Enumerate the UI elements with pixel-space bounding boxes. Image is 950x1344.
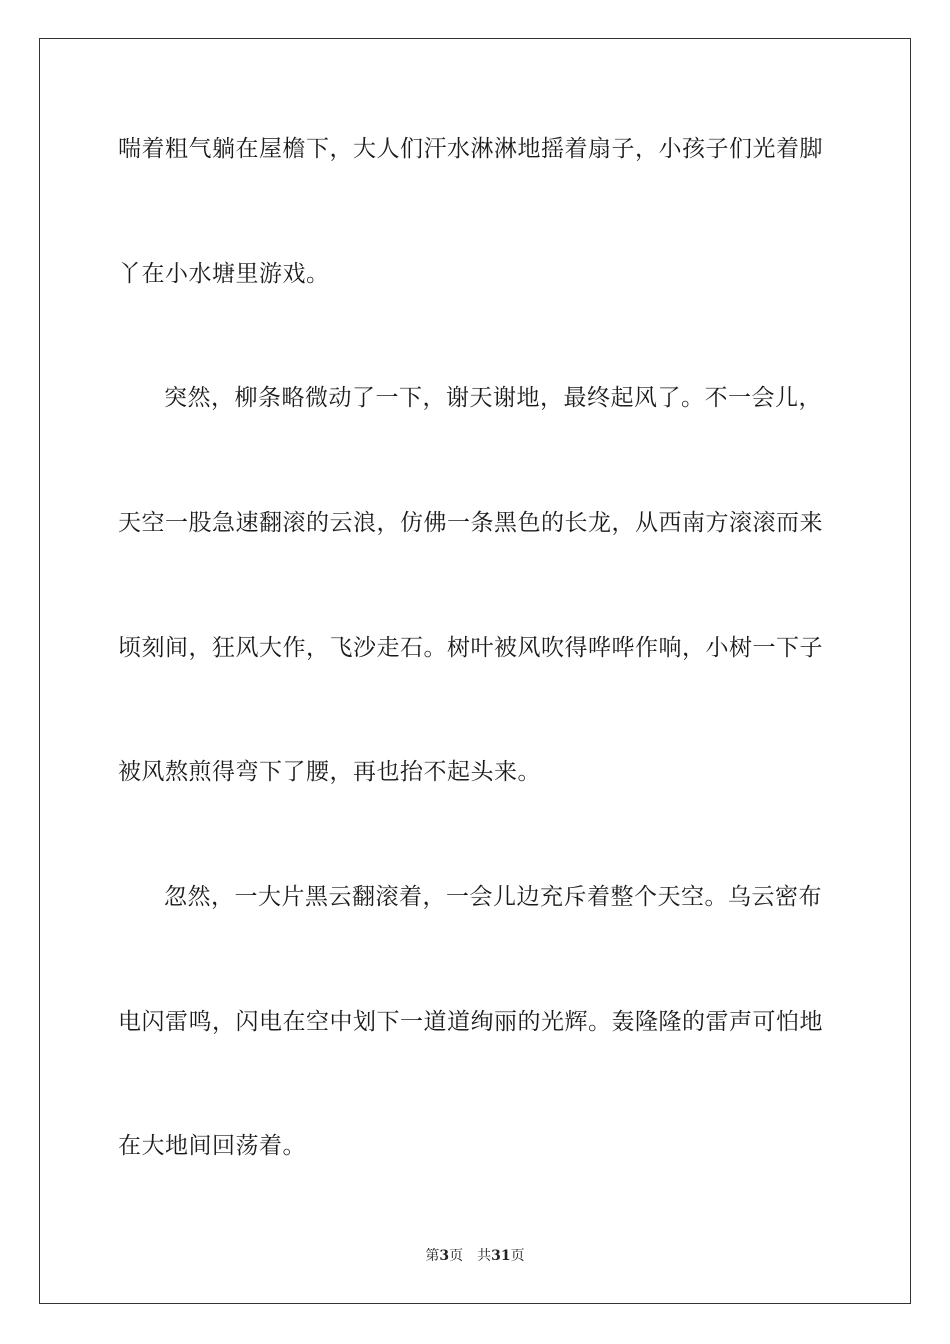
text-line-6: 被风熬煎得弯下了腰，再也抬不起头来。 bbox=[118, 759, 541, 785]
text-line-2: 丫在小水塘里游戏。 bbox=[118, 261, 330, 287]
text-line-1: 喘着粗气躺在屋檐下，大人们汗水淋淋地摇着扇子，小孩子们光着脚 bbox=[118, 136, 823, 162]
text-line-4: 天空一股急速翻滚的云浪，仿佛一条黑色的长龙，从西南方滚滚而来 bbox=[118, 510, 823, 536]
page-label-prefix: 第 bbox=[425, 1248, 440, 1264]
page-number: 3 bbox=[439, 1248, 450, 1264]
text-line-5: 顷刻间，狂风大作，飞沙走石。树叶被风吹得哗哗作响，小树一下子 bbox=[118, 635, 823, 661]
page-border bbox=[39, 38, 911, 1304]
total-pages: 31 bbox=[491, 1248, 511, 1264]
text-line-3: 突然，柳条略微动了一下，谢天谢地，最终起风了。不一会儿， bbox=[164, 385, 822, 411]
page-footer bbox=[0, 1246, 950, 1266]
page-label-suffix: 页 bbox=[449, 1248, 464, 1264]
text-line-7: 忽然，一大片黑云翻滚着，一会儿边充斥着整个天空。乌云密布 bbox=[164, 884, 822, 910]
total-label-suffix: 页 bbox=[510, 1248, 525, 1264]
total-label-prefix: 共 bbox=[477, 1248, 492, 1264]
text-line-8: 电闪雷鸣，闪电在空中划下一道道绚丽的光辉。轰隆隆的雷声可怕地 bbox=[118, 1009, 823, 1035]
text-line-9: 在大地间回荡着。 bbox=[118, 1133, 306, 1159]
